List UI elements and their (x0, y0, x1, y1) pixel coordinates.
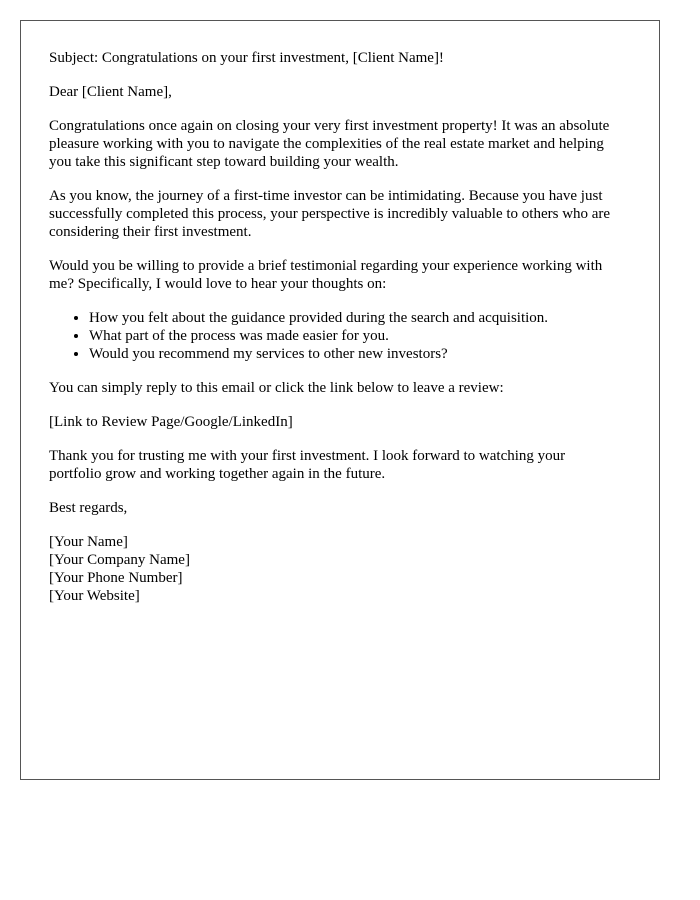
signature-phone: [Your Phone Number] (49, 570, 183, 586)
review-link-placeholder: [Link to Review Page/Google/LinkedIn] (49, 414, 293, 430)
signature-website: [Your Website] (49, 588, 140, 604)
paragraph-thanks: Thank you for trusting me with your first investment. I look forward to watching your portfolio grow and working together again in the future. (49, 448, 566, 482)
closing: Best regards, (49, 500, 128, 516)
paragraph-journey: As you know, the journey of a first-time investor can be intimidating. Because you have just successfully completed this process, your perspective is incredibly valuable to others who are considering their first investment. (49, 188, 611, 240)
greeting: Dear [Client Name], (49, 84, 172, 100)
paragraph-congratulations: Congratulations once again on closing your very first investment property! It was an absolute pleasure working with you to navigate the complexities of the real estate market and helping you take this significant step toward building your wealth. (49, 118, 610, 170)
signature-name: [Your Name] (49, 534, 128, 550)
list-item: • Would you recommend my services to other new investors? (89, 345, 619, 363)
paragraph-reply-instructions: You can simply reply to this email or click the link below to leave a review: (49, 380, 504, 396)
testimonial-points-list (49, 309, 619, 363)
email-subject: Subject: Congratulations on your first investment, [Client Name]! (49, 50, 444, 66)
signature-company: [Your Company Name] (49, 552, 190, 568)
paragraph-testimonial-request: Would you be willing to provide a brief testimonial regarding your experience working with me? Specifically, I would love to hear your thoughts on: (49, 258, 603, 292)
signature-block (49, 533, 619, 605)
list-item: • What part of the process was made easier for you. (89, 327, 619, 345)
list-item: • How you felt about the guidance provided during the search and acquisition. (89, 309, 619, 327)
letter-frame (20, 20, 660, 780)
